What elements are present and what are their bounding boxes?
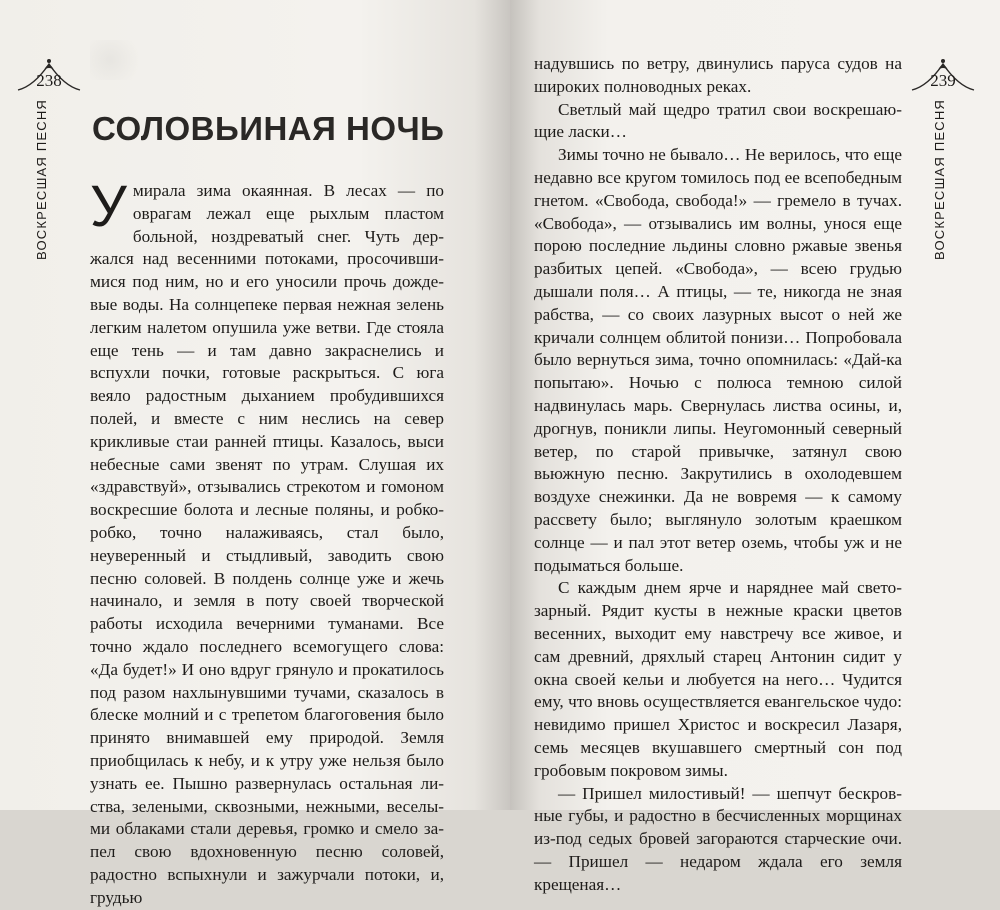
right-body-text bbox=[534, 53, 902, 896]
paragraph-text: мирала зима окаянная. В лесах — по оврагам лежал еще рыхлым пластом больной, ноздреватый снег. Чуть держался над весенними потоками, просочившимися под ним, но и его уносили прочь дождевые воды. На солнцепеке первая нежная зелень легким налетом опушила уже ветви. Где стояла еще тень — и там давно закраснелись и вспухли почки, готовые раскрыться. С юга веяло радостным дыханием пробудившихся полей, и вместе с ним неслись на север крикливые стаи ранней птицы. Казалось, выси небесные сами звенят по утрам. Слушая их «здравствуй», отзывались стрекотом и гомоном воскресшие болота и лесные поляны, и робко-робко, точно налаживаясь, стал было, неуверенный и стыдливый, заводить свою песню соловей. В полдень солнце уже и жечь начинало, и земля в поту своей творческой работы исходила вечерними туманами. Все точно ждало последнего всемогущего слова: «Да будет!» И оно вдруг грянуло и прокатилось под разом нахлынувшими тучами, сказалось в блеске молний и с трепетом благоговения было принято внимавшей ему природой. Земля приобщилась к небу, и к утру уже нельзя было узнать ее. Пышно развернулась остальная листва, зелеными, сквозными, нежными, веселыми облаками стали деревья, громко и смело запел свою вдохновенную песню соловей, радостно вспыхнули и зажурчали потоки, и, грудью bbox=[90, 181, 444, 907]
running-head-text: ВОСКРЕСШАЯ ПЕСНЯ bbox=[34, 98, 49, 260]
paper-smudge bbox=[90, 40, 190, 80]
left-body-text bbox=[90, 174, 444, 910]
page-number: 238 bbox=[36, 71, 62, 90]
running-head-text: ВОСКРЕСШАЯ ПЕСНЯ bbox=[932, 98, 947, 260]
paragraph: надувшись по ветру, двинулись паруса судов на широких полноводных реках. bbox=[534, 54, 902, 96]
paragraph: Зимы точно не бывало… Не верилось, что еще недавно все кругом томилось под ее всепобедным гнетом. «Свобода, свобода!» — гремело в тучах. «Свобода», — отзывались им волны, унося еще порою последние льдины словно ржавые звенья разбитых цепей. «Свобода», — всею грудью дышали поля… А птицы, — те, никогда не зная рабства, — со своих лазурных высот о ней же кричали солнцем облитой понизи… Попробовала было вернуться зима, точно опомнилась: «Дай-ка попытаю». Ночью с полюса темною силой надвинулась марь. Свернулась листва осины, и, дрогнув, поникли липы. Неугомонный северный ветер, по старой привычке, затянул свою вьюжную песню. Закрутились в охолодевшем воздухе снежинки. Да не вовремя — к самому рассвету было; выглянуло золотым краешком солнце — и пал этот ветер оземь, чтобы уж и не подыматься больше. bbox=[534, 145, 902, 575]
paragraph bbox=[90, 174, 444, 910]
chapter-title: СОЛОВЬИНАЯ НОЧЬ bbox=[92, 110, 445, 147]
left-folio bbox=[14, 56, 84, 96]
paragraph: Светлый май щедро тратил свои воскрешающие ласки… bbox=[534, 99, 902, 142]
right-page bbox=[510, 0, 1000, 894]
right-folio bbox=[908, 56, 978, 96]
paragraph: С каждым днем ярче и наряднее май светозарный. Рядит кусты в нежные краски цветов весенних, выходит ему навстречу все живое, и сам древний, дряхлый старец Антонин сидит у окна своей кельи и любуется на него… Чудится ему, что вновь осуществляется евангельское чудо: невидимо пришел Христос и воскресил Лазаря, семь месяцев вкушавшего смертный сон под гробовым покровом зимы. bbox=[534, 578, 902, 780]
page-number: 239 bbox=[930, 71, 956, 90]
drop-cap: У bbox=[90, 174, 127, 239]
paragraph: — Пришел милостивый! — шепчут бескровные губы, и радостно в бесчисленных морщинах из-под седых бровей загораются старческие очи. — Пришел — недаром ждала его земля крещеная… bbox=[534, 783, 902, 894]
